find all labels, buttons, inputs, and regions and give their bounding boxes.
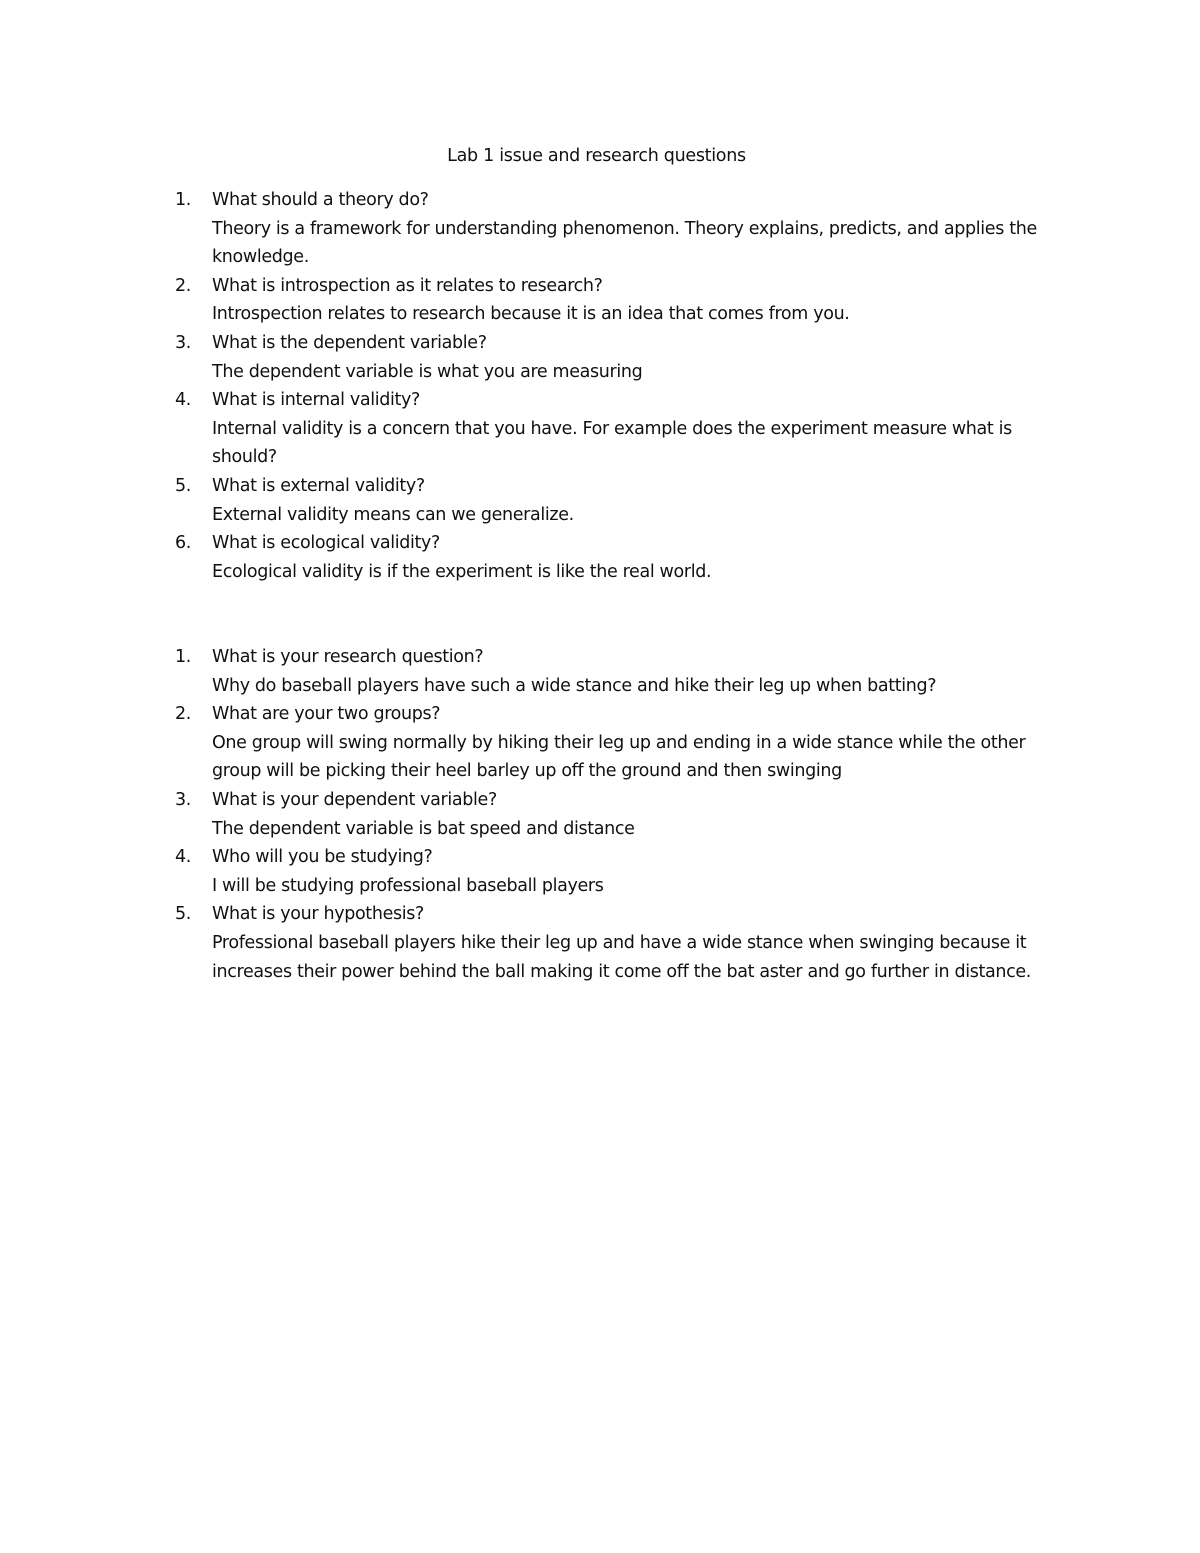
question-text: What is your hypothesis? (212, 904, 424, 925)
list-item (168, 329, 1068, 386)
item-number: 3. (175, 332, 191, 353)
answer-text: Introspection relates to research because it is an idea that comes from you. (212, 304, 850, 325)
list-item (168, 272, 1068, 329)
answer-text: External validity means can we generalize. (212, 504, 574, 525)
document-title: Lab 1 issue and research questions (447, 146, 746, 166)
list-item (168, 472, 1068, 529)
question-text: What is introspection as it relates to research? (212, 275, 603, 296)
list-item (168, 843, 1068, 900)
list-item (168, 386, 1068, 472)
question-text: What is your research question? (212, 647, 484, 667)
answer-text: I will be studying professional baseball players (212, 875, 604, 896)
answer-text: Professional baseball players hike their leg up and have a wide stance when swinging because it increases their power behind the ball making it come off the bat aster and go further in distance. (212, 932, 1032, 982)
question-text: What is the dependent variable? (212, 332, 487, 353)
question-text: What is internal validity? (212, 390, 420, 411)
list-item (168, 900, 1068, 986)
question-text: What is ecological validity? (212, 533, 440, 554)
answer-text: Ecological validity is if the experiment is like the real world. (212, 561, 712, 582)
answer-text: One group will swing normally by hiking their leg up and ending in a wide stance while the other group will be picking their heel barley up off the ground and then swinging (212, 732, 1026, 782)
question-text: What is external validity? (212, 475, 425, 496)
item-number: 1. (175, 190, 191, 210)
answer-text: Internal validity is a concern that you have. For example does the experiment measure what is should? (212, 418, 1012, 468)
question-text: Who will you be studying? (212, 847, 433, 868)
list-item (168, 643, 1068, 700)
question-text: What should a theory do? (212, 190, 429, 210)
research-question-list (168, 643, 1068, 986)
item-number: 6. (175, 533, 191, 554)
question-text: What is your dependent variable? (212, 789, 497, 810)
item-number: 5. (175, 904, 191, 925)
item-number: 2. (175, 275, 191, 296)
item-number: 1. (175, 647, 191, 667)
item-number: 2. (175, 704, 191, 725)
item-number: 5. (175, 475, 191, 496)
list-item (168, 529, 1068, 586)
answer-text: The dependent variable is bat speed and distance (212, 818, 635, 839)
question-text: What are your two groups? (212, 704, 441, 725)
list-item (168, 700, 1068, 786)
concept-question-list (168, 186, 1068, 586)
list-item (168, 186, 1068, 272)
item-number: 4. (175, 847, 191, 868)
list-item (168, 786, 1068, 843)
answer-text: The dependent variable is what you are measuring (212, 361, 643, 382)
answer-text: Theory is a framework for understanding phenomenon. Theory explains, predicts, and applies the knowledge. (212, 218, 1037, 268)
item-number: 3. (175, 789, 191, 810)
item-number: 4. (175, 390, 191, 411)
answer-text: Why do baseball players have such a wide stance and hike their leg up when batting? (212, 675, 937, 696)
